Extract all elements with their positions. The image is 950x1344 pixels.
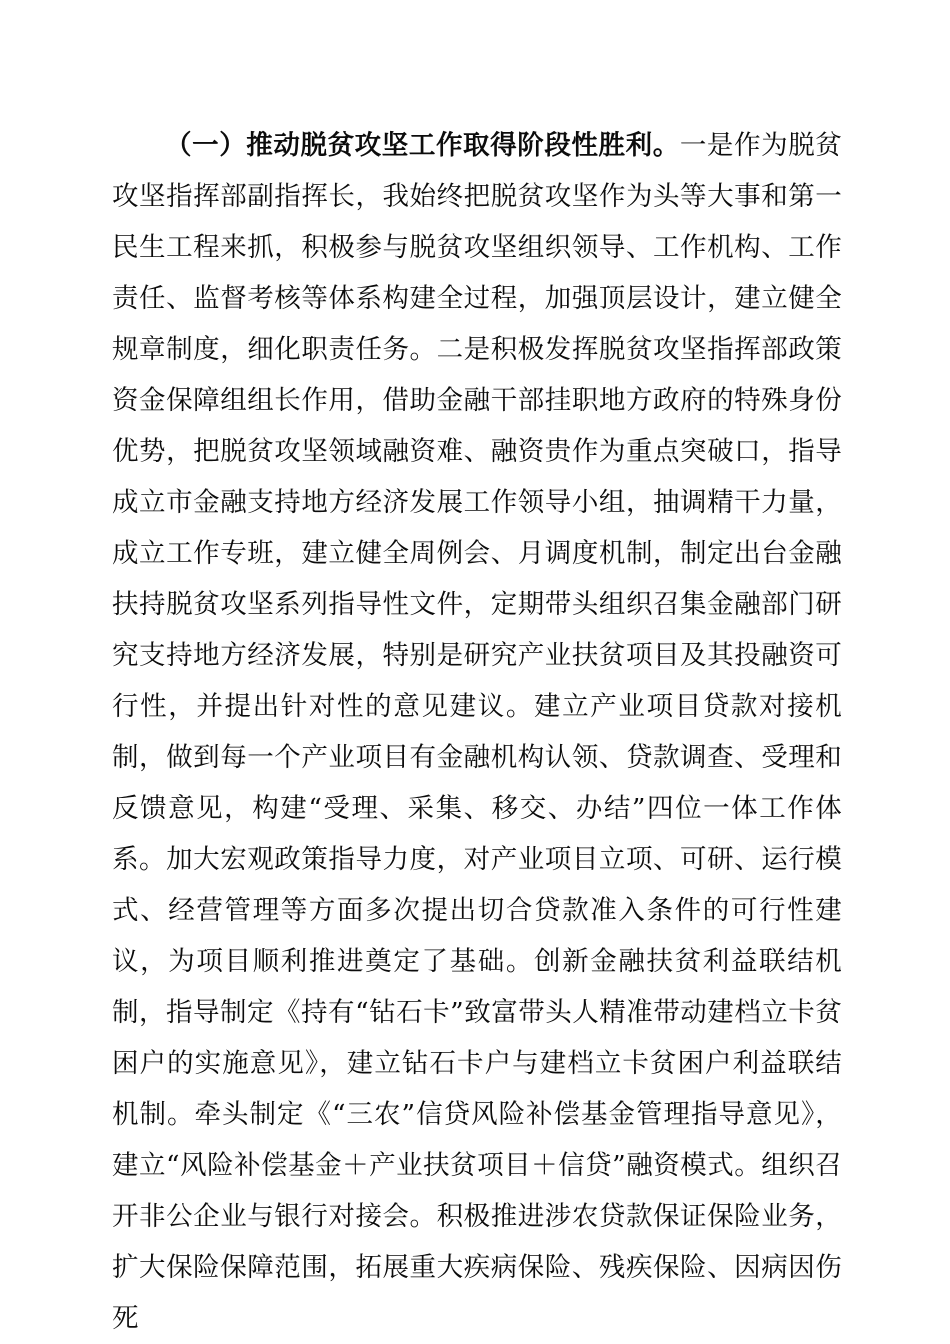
document-body xyxy=(112,120,842,1344)
paragraph-text: 一是作为脱贫攻坚指挥部副指挥长，我始终把脱贫攻坚作为头等大事和第一民生工程来抓，积极参与脱贫攻坚组织领导、工作机构、工作责任、监督考核等体系构建全过程，加强顶层设计，建立健全规章制度，细化职责任务。二是积极发挥脱贫攻坚指挥部政策资金保障组组长作用，借助金融干部挂职地方政府的特殊身份优势，把脱贫攻坚领域融资难、融资贵作为重点突破口，指导成立市金融支持地方经济发展工作领导小组，抽调精干力量，成立工作专班，建立健全周例会、月调度机制，制定出台金融扶持脱贫攻坚系列指导性文件，定期带头组织召集金融部门研究支持地方经济发展，特别是研究产业扶贫项目及其投融资可行性，并提出针对性的意见建议。建立产业项目贷款对接机制，做到每一个产业项目有金融机构认领、贷款调查、受理和反馈意见，构建“受理、采集、移交、办结”四位一体工作体系。加大宏观政策指导力度，对产业项目立项、可研、运行模式、经营管理等方面多次提出切合贷款准入条件的可行性建议，为项目顺利推进奠定了基础。创新金融扶贫利益联结机制，指导制定《持有“钻石卡”致富带头人精准带动建档立卡贫困户的实施意见》，建立钻石卡户与建档立卡贫困户利益联结机制。牵头制定《“三农”信贷风险补偿基金管理指导意见》，建立“风险补偿基金＋产业扶贫项目＋信贷”融资模式。组织召开非公企业与银行对接会。积极推进涉农贷款保证保险业务，扩大保险保障范围，拓展重大疾病保险、残疾保险、因病因伤死 xyxy=(112,130,842,1334)
paragraph xyxy=(112,120,842,1344)
paragraph-heading: （一）推动脱贫攻坚工作取得阶段性胜利。 xyxy=(165,130,680,161)
